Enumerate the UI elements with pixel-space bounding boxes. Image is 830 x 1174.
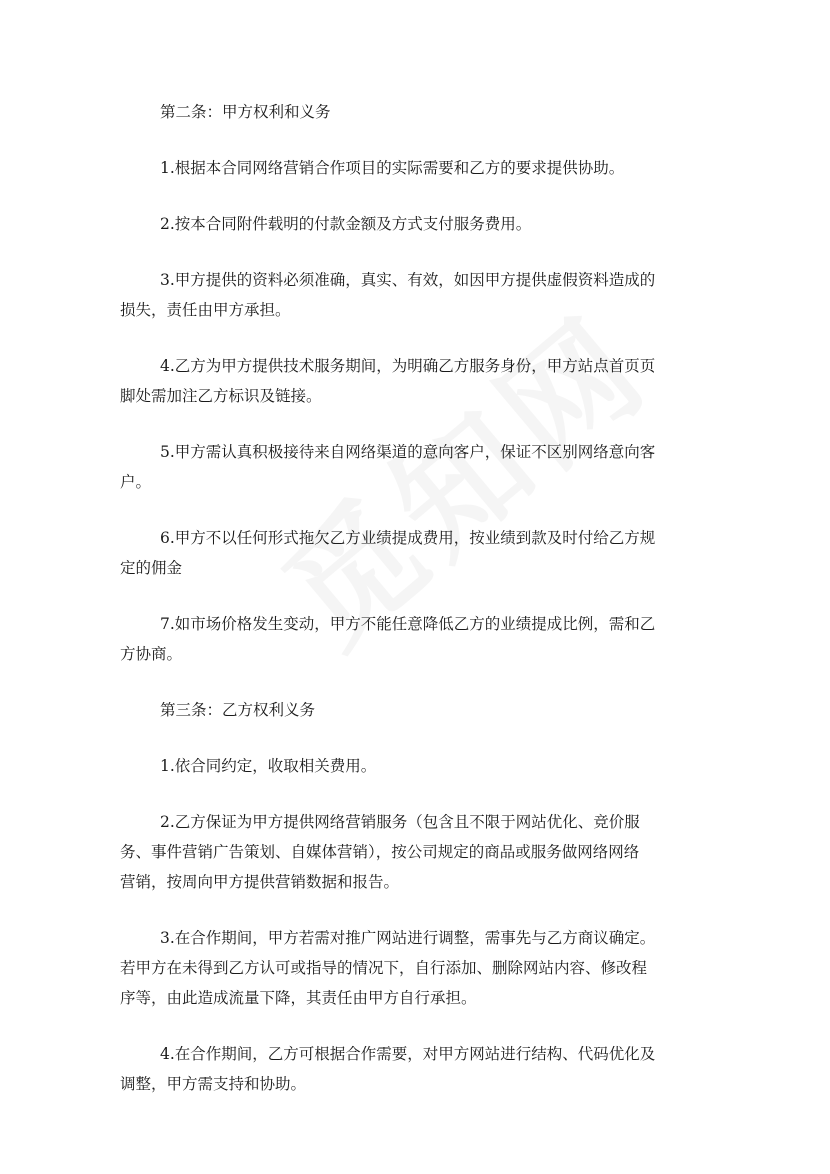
clause-line: 3.甲方提供的资料必须准确，真实、有效，如因甲方提供虚假资料造成的 — [160, 271, 656, 289]
clause-line: 4.在合作期间，乙方可根据合作需要，对甲方网站进行结构、代码优化及 — [160, 1045, 656, 1063]
clause-paragraph — [160, 751, 700, 781]
clause-line: 脚处需加注乙方标识及链接。 — [120, 387, 322, 405]
clause-line: 调整，甲方需支持和协助。 — [120, 1075, 307, 1093]
clause-line: 2.按本合同附件载明的付款金额及方式支付服务费用。 — [160, 215, 532, 233]
clause-paragraph — [120, 437, 700, 497]
clause-line: 营销，按周向甲方提供营销数据和报告。 — [120, 873, 400, 891]
clause-paragraph — [120, 609, 700, 669]
clause-line: 序等，由此造成流量下降，其责任由甲方自行承担。 — [120, 989, 477, 1007]
section-heading: 第三条：乙方权利义务 — [160, 701, 316, 719]
clause-line: 损失，责任由甲方承担。 — [120, 301, 291, 319]
clause-line: 若甲方在未得到乙方认可或指导的情况下，自行添加、删除网站内容、修改程 — [120, 959, 648, 977]
clause-line: 1.根据本合同网络营销合作项目的实际需要和乙方的要求提供协助。 — [160, 159, 625, 177]
section-heading: 第二条：甲方权利和义务 — [160, 103, 331, 121]
clause-paragraph — [120, 1039, 700, 1099]
clause-line: 5.甲方需认真积极接待来自网络渠道的意向客户，保证不区别网络意向客 — [160, 443, 656, 461]
clause-line: 6.甲方不以任何形式拖欠乙方业绩提成费用，按业绩到款及时付给乙方规 — [160, 529, 656, 547]
clause-line: 定的佣金 — [120, 559, 183, 577]
clause-line: 1.依合同约定，收取相关费用。 — [160, 757, 377, 775]
clause-line: 户。 — [120, 473, 152, 491]
clause-paragraph — [120, 923, 700, 1013]
clause-line: 2.乙方保证为甲方提供网络营销服务（包含且不限于网站优化、竞价服 — [160, 813, 640, 831]
clause-line: 4.乙方为甲方提供技术服务期间，为明确乙方服务身份，甲方站点首页页 — [160, 357, 656, 375]
clause-paragraph — [160, 209, 700, 239]
clause-line: 7.如市场价格发生变动，甲方不能任意降低乙方的业绩提成比例，需和乙 — [160, 615, 656, 633]
clause-paragraph — [120, 807, 700, 897]
document-content — [120, 97, 700, 1125]
clause-line: 3.在合作期间，甲方若需对推广网站进行调整，需事先与乙方商议确定。 — [160, 929, 656, 947]
clause-line: 务、事件营销广告策划、自媒体营销），按公司规定的商品或服务做网络网络 — [120, 843, 640, 861]
clause-paragraph — [120, 351, 700, 411]
clause-paragraph — [120, 265, 700, 325]
clause-paragraph — [120, 523, 700, 583]
clause-paragraph — [160, 153, 700, 183]
clause-line: 方协商。 — [120, 645, 183, 663]
